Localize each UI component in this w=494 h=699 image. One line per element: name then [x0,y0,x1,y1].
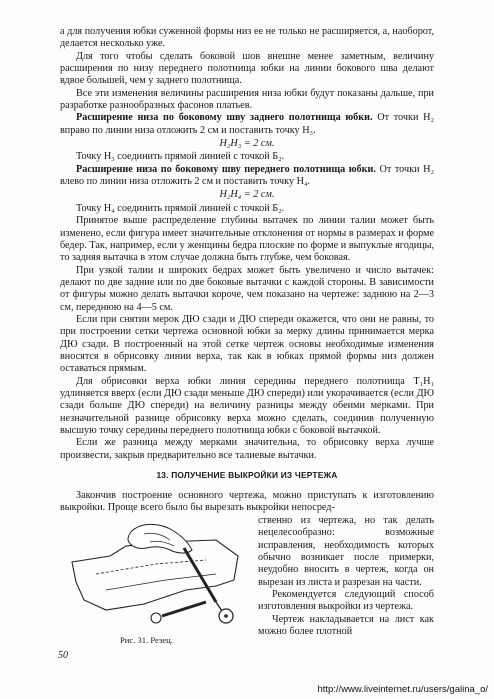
paragraph: Принятое выше распределение глубины вытачек по линии талии может быть изменено, если фигура имеет значительные отклонения от нормы в размерах и форме бедер. Так, например, если у женщины бедра плоские по форме и выпуклые ягодицы, то задняя вытачка в этом случае должна быть глубже, чем боковая. [60,215,434,264]
paragraph: Рекомендуется следующий способ изготовления выкройки из чертежа. [258,589,434,613]
paragraph: Если при снятии мерок ДЮ сзади и ДЮ спереди окажется, что они не равны, то при построении сетки чертежа основной юбки за мерку длины принимается мерка ДЮ сзади. В построенный на этой сетке чертеж основы необходимые изменения вносятся в обрисовку линии верха, так как в юбках прямой формы низ должен оставаться прямым. [60,313,434,375]
page-number: 50 [58,650,68,661]
rule-back-text: От точки Н₂ вправо по линии низа отложить 2 см и поставить точку Н₃. [60,112,435,136]
paragraph: Для обрисовки верха юбки линия середины переднего полотнища Т₁Н₁ удлиняется вверх (если ДЮ сзади меньше ДЮ спереди) или укорачивается (если ДЮ сзади больше ДЮ спереди) на величину разницы между обеими мерками. При незначительной разнице обрисовку верха можно сделать, соединив полученную высшую точку середины переднего полотнища юбки с боковой вытачкой. [60,375,434,436]
formula-back: Н₂Н₃ = 2 см. [219,138,275,150]
right-column-text [258,515,434,638]
paragraph: При узкой талии и широких бедрах может быть увеличено и число вытачек: делают по две задние или по две боковые вытачки с каждой стороны. В зависимости от фигуры можно делать вытачки короче, чем показано на чертеже: заднюю на 2—3 см, переднюю на 4—5 см. [60,264,434,313]
intro-text [60,490,434,515]
watermark-url: http://www.liveinternet.ru/users/galina_o/ [317,684,488,695]
rule-front-paragraph [60,164,434,189]
paragraph: ственно из чертежа, но так делать нецелесообразно: возможные исправления, необходимость которых обычно возникает после примерки, неудобно вносить в чертеж, когда он вырезан из листа и разрезан на части. [258,515,434,588]
paragraph: Чертеж накладывается на лист как можно более плотной [258,613,434,638]
rule-front-title: Расширение низа по боковому шву переднего полотнища юбки. [76,163,376,175]
paragraph: а для получения юбки суженной формы низ ее не только не расширяется, а, наоборот, делается несколько уже. [60,26,434,50]
paragraph: Для того чтобы сделать боковой шов внешне менее заметным, величину расширения по низу переднего полотнища юбки на линии бокового шва делают вдвое большей, чем у заднего полотнища. [60,50,434,87]
rule-back-after: Точку Н₃ соединить прямой линией с точкой Б₂. [76,151,285,163]
main-text [60,26,434,462]
rule-front-after: Точку Н₄ соединить прямой линией с точкой Б₂. [76,202,285,214]
cutter-illustration [66,516,246,628]
paragraph: Все эти изменения величины расширения низа юбки будут показаны дальше, при разработке разнообразных фасонов платьев. [60,87,434,112]
rule-back-paragraph [60,112,434,137]
paragraph: Если же разница между мерками значительна, то обрисовку верха лучше произвести, закрыв предварительно все талиевые вытачки. [60,437,434,461]
formula-front: Н₂Н₄ = 2 см. [219,189,275,201]
paragraph: Закончив построение основного чертежа, можно приступать к изготовлению выкройки. Проще всего было бы вырезать выкройки непосред- [60,490,434,514]
section-title: 13. ПОЛУЧЕНИЕ ВЫКРОЙКИ ИЗ ЧЕРТЕЖА [156,470,338,480]
rule-front-text: От точки Н₂ влево по линии низа отложить 2 см и поставить точку Н₄. [60,163,434,188]
rule-back-title: Расширение низа по боковому шву заднего полотнища юбки. [76,112,373,124]
figure-caption: Рис. 31. Резец. [120,635,173,645]
